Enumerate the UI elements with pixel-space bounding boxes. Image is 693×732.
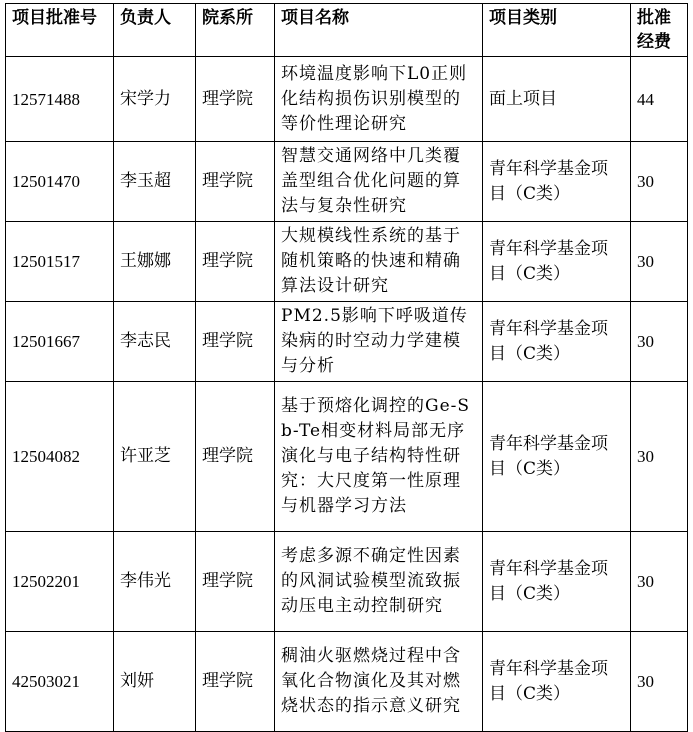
cell-project-category: 青年科学基金项目（C类）	[483, 222, 631, 302]
cell-department: 理学院	[196, 57, 275, 142]
table-row	[6, 57, 688, 142]
project-table	[5, 3, 688, 732]
cell-project-name: 稠油火驱燃烧过程中含氧化合物演化及其对燃烧状态的指示意义研究	[275, 632, 483, 732]
cell-project-category: 面上项目	[483, 57, 631, 142]
header-department: 院系所	[196, 4, 275, 57]
cell-project-category: 青年科学基金项目（C类）	[483, 142, 631, 222]
cell-leader: 王娜娜	[114, 222, 196, 302]
table-row	[6, 142, 688, 222]
cell-leader: 宋学力	[114, 57, 196, 142]
cell-project-name: 大规模线性系统的基于随机策略的快速和精确算法设计研究	[275, 222, 483, 302]
cell-project-category: 青年科学基金项目（C类）	[483, 532, 631, 632]
cell-funding: 30	[631, 632, 688, 732]
cell-leader: 李玉超	[114, 142, 196, 222]
cell-project-name: PM2.5影响下呼吸道传染病的时空动力学建模与分析	[275, 302, 483, 382]
cell-project-category: 青年科学基金项目（C类）	[483, 302, 631, 382]
cell-leader: 刘妍	[114, 632, 196, 732]
header-project-id: 项目批准号	[6, 4, 114, 57]
cell-project-name: 环境温度影响下L0正则化结构损伤识别模型的等价性理论研究	[275, 57, 483, 142]
cell-project-name: 基于预熔化调控的Ge-Sb-Te相变材料局部无序演化与电子结构特性研究：大尺度第一性原理与机器学习方法	[275, 382, 483, 532]
cell-department: 理学院	[196, 222, 275, 302]
header-leader: 负责人	[114, 4, 196, 57]
cell-project-id: 12501517	[6, 222, 114, 302]
table-row	[6, 632, 688, 732]
cell-department: 理学院	[196, 632, 275, 732]
cell-department: 理学院	[196, 532, 275, 632]
cell-project-id: 12501470	[6, 142, 114, 222]
cell-project-id: 42503021	[6, 632, 114, 732]
header-row	[6, 4, 688, 57]
header-funding: 批准经费	[631, 4, 688, 57]
header-project-category: 项目类别	[483, 4, 631, 57]
cell-funding: 30	[631, 302, 688, 382]
cell-department: 理学院	[196, 382, 275, 532]
cell-project-name: 智慧交通网络中几类覆盖型组合优化问题的算法与复杂性研究	[275, 142, 483, 222]
cell-project-id: 12501667	[6, 302, 114, 382]
table-row	[6, 222, 688, 302]
table-row	[6, 382, 688, 532]
cell-leader: 许亚芝	[114, 382, 196, 532]
cell-funding: 30	[631, 142, 688, 222]
table-row	[6, 532, 688, 632]
table-row	[6, 302, 688, 382]
cell-department: 理学院	[196, 142, 275, 222]
cell-leader: 李伟光	[114, 532, 196, 632]
cell-funding: 30	[631, 532, 688, 632]
cell-project-name: 考虑多源不确定性因素的风洞试验模型流致振动压电主动控制研究	[275, 532, 483, 632]
cell-funding: 44	[631, 57, 688, 142]
cell-funding: 30	[631, 222, 688, 302]
cell-project-category: 青年科学基金项目（C类）	[483, 382, 631, 532]
cell-project-id: 12502201	[6, 532, 114, 632]
cell-department: 理学院	[196, 302, 275, 382]
cell-project-id: 12571488	[6, 57, 114, 142]
cell-project-id: 12504082	[6, 382, 114, 532]
cell-project-category: 青年科学基金项目（C类）	[483, 632, 631, 732]
cell-leader: 李志民	[114, 302, 196, 382]
header-project-name: 项目名称	[275, 4, 483, 57]
cell-funding: 30	[631, 382, 688, 532]
